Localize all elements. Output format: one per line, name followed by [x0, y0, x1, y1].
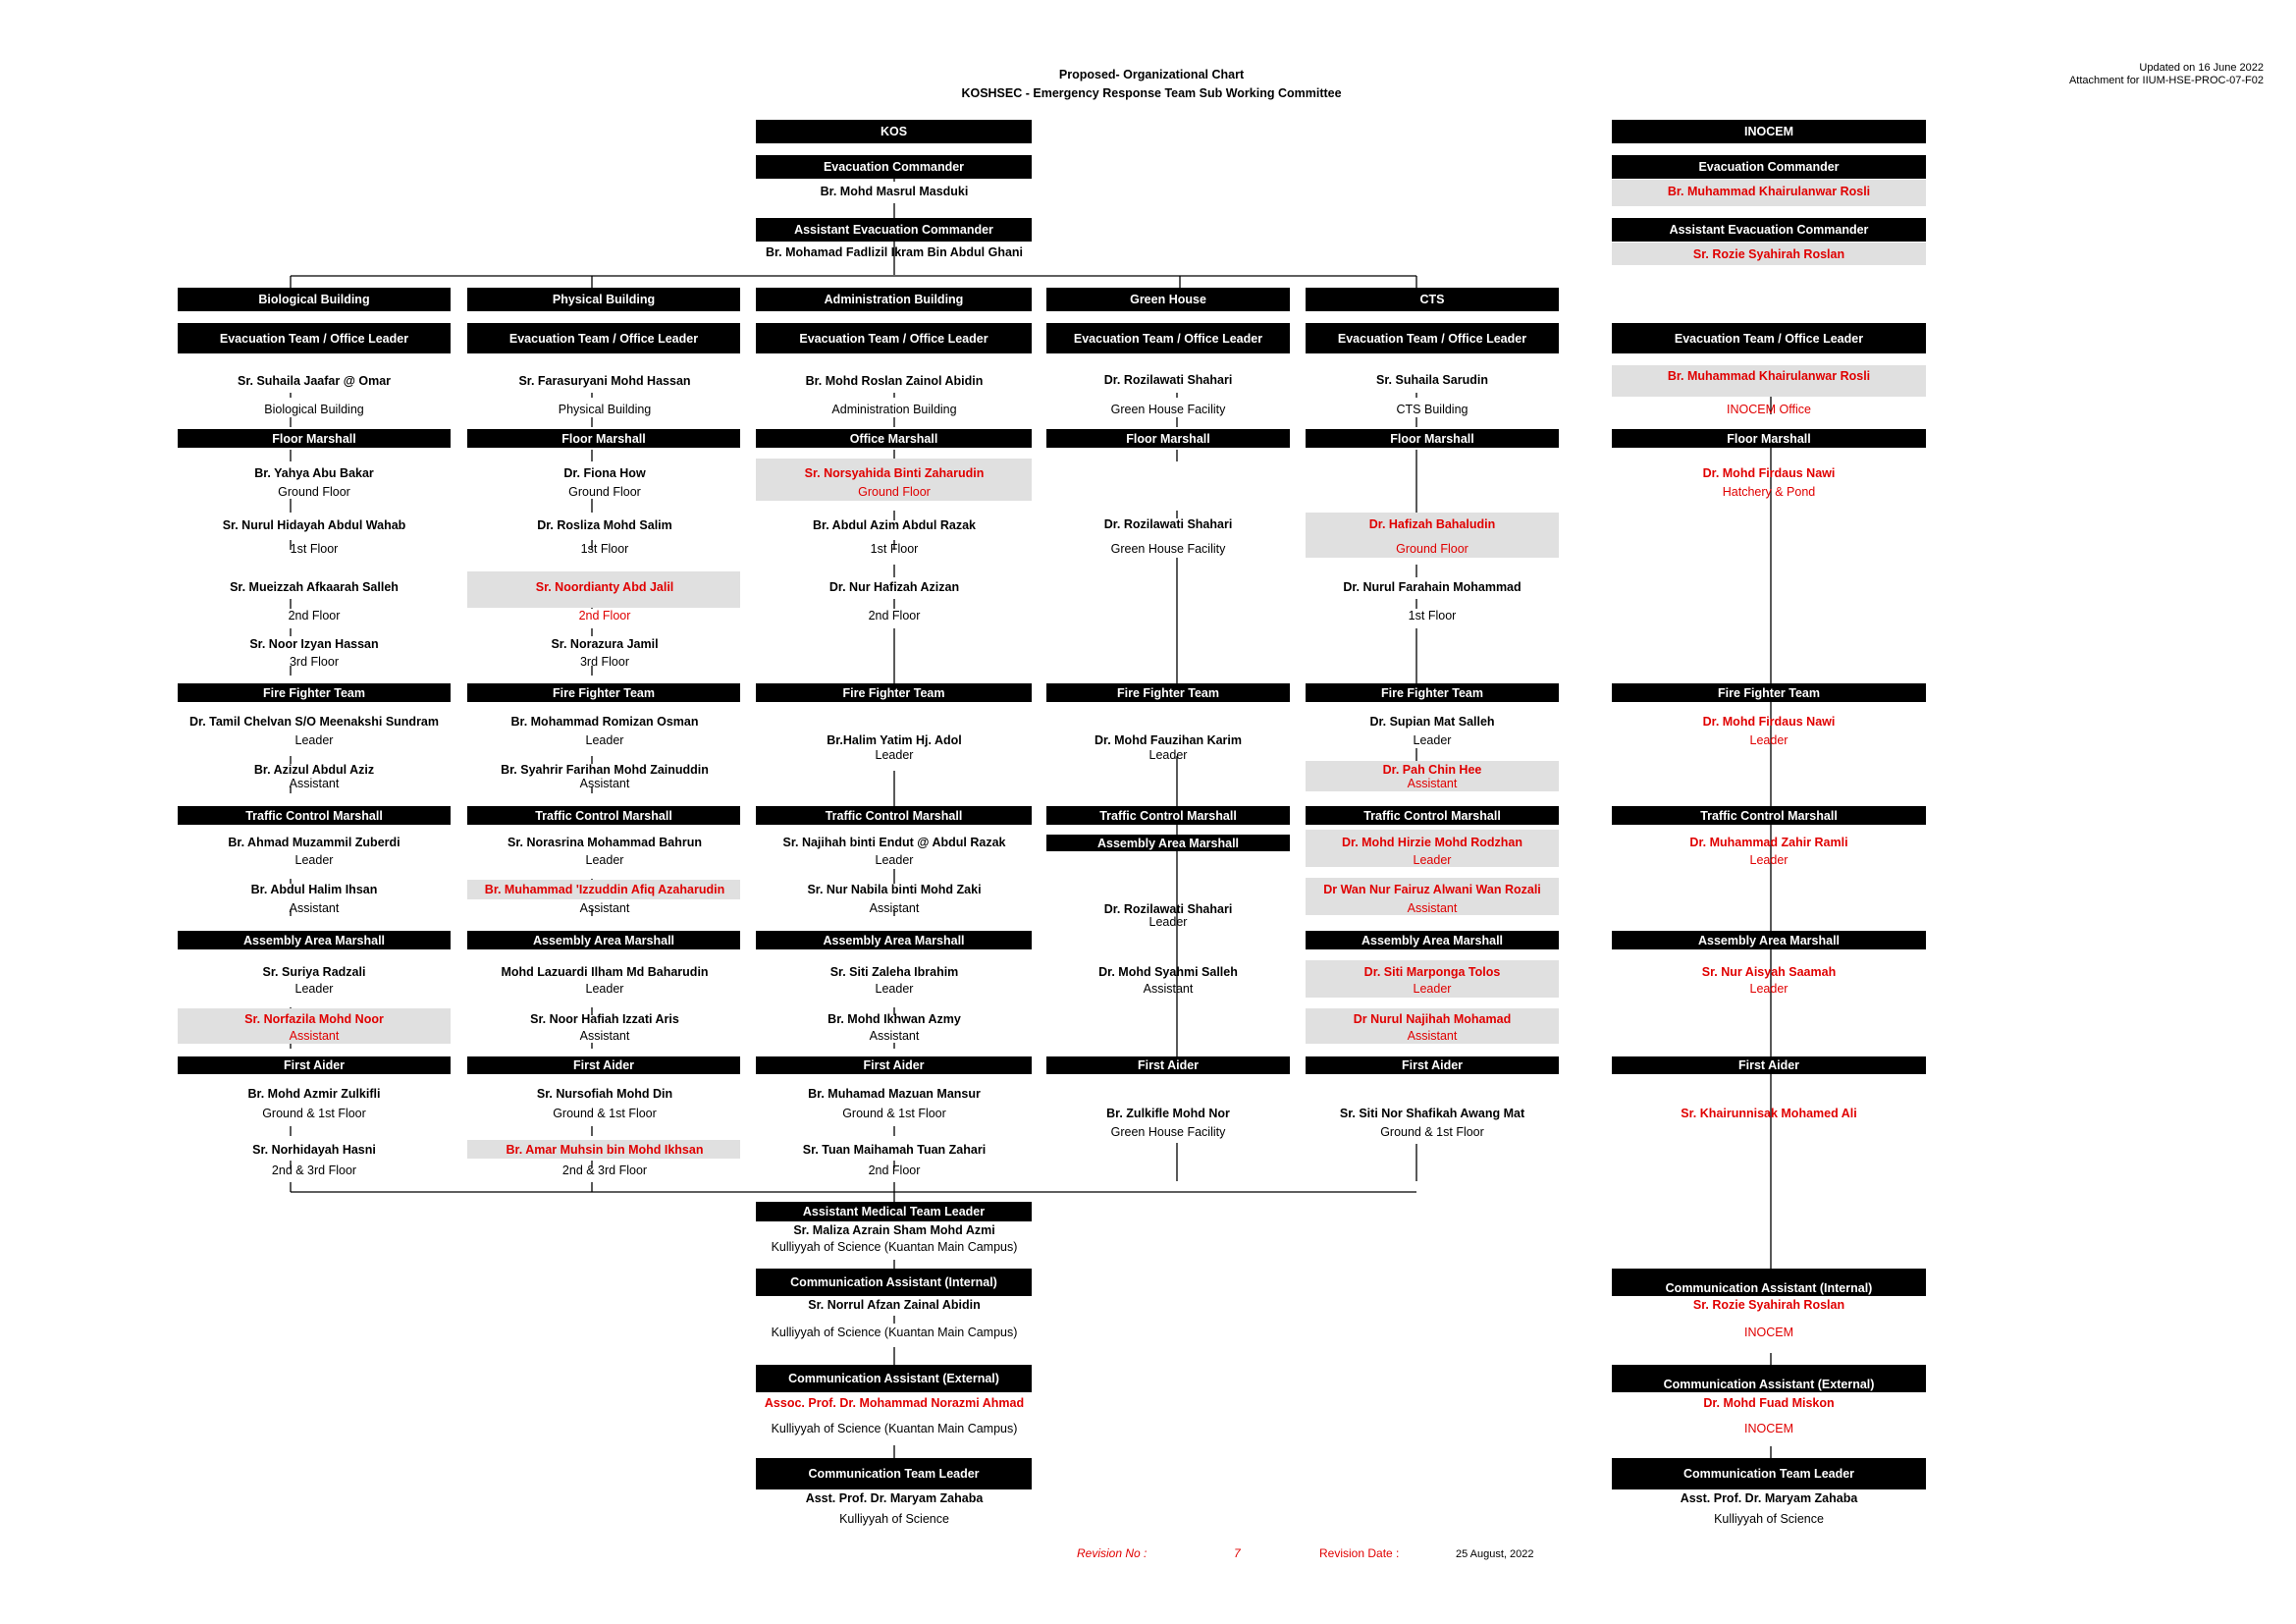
- cts-aider-1-sub: Ground & 1st Floor: [1380, 1125, 1484, 1139]
- phy-fire-2-sub: Assistant: [579, 777, 630, 790]
- inocem-traffic-header: Traffic Control Marshall: [1612, 806, 1926, 825]
- bio-floor-2-name: Sr. Nurul Hidayah Abdul Wahab: [222, 518, 406, 532]
- phy-assembly-1-name: Mohd Lazuardi Ilham Md Baharudin: [501, 965, 709, 979]
- adm-assembly-2-name: Br. Mohd Ikhwan Azmy: [828, 1012, 961, 1026]
- cts-fire-2-name: Dr. Pah Chin Hee: [1382, 763, 1482, 777]
- cts-traffic-1-name: Dr. Mohd Hirzie Mohd Rodzhan: [1341, 836, 1523, 849]
- phy-floor-4-sub: 3rd Floor: [579, 655, 630, 669]
- phy-leader-sub: Physical Building: [558, 403, 652, 416]
- updated-date: Updated on 16 June 2022: [2139, 62, 2264, 74]
- medical-team-sub: Kulliyyah of Science (Kuantan Main Campus): [771, 1240, 1018, 1254]
- inocem-comm-lead-name: Asst. Prof. Dr. Maryam Zahaba: [1680, 1491, 1858, 1505]
- inocem-assembly-sub: Leader: [1749, 982, 1789, 996]
- adm-traffic-1-name: Sr. Najihah binti Endut @ Abdul Razak: [782, 836, 1006, 849]
- inocem-floor-name: Dr. Mohd Firdaus Nawi: [1702, 466, 1836, 480]
- inocem-assembly-header: Assembly Area Marshall: [1612, 931, 1926, 949]
- adm-aider-header: First Aider: [756, 1056, 1032, 1074]
- revision-no-value: 7: [1234, 1546, 1241, 1560]
- grn-fire-header: Fire Fighter Team: [1046, 683, 1290, 702]
- phy-leader-header: Evacuation Team / Office Leader: [467, 323, 740, 353]
- bio-traffic-2-sub: Assistant: [289, 901, 340, 915]
- phy-assembly-2-sub: Assistant: [579, 1029, 630, 1043]
- bio-aider-header: First Aider: [178, 1056, 451, 1074]
- bio-floor-1-sub: Ground Floor: [278, 485, 350, 499]
- bio-floor-header: Floor Marshall: [178, 429, 451, 448]
- cts-fire-1-name: Dr. Supian Mat Salleh: [1369, 715, 1495, 729]
- phy-fire-1-sub: Leader: [585, 733, 624, 747]
- inocem-comm-int-sub: INOCEM: [1744, 1326, 1793, 1339]
- adm-aider-2-name: Sr. Tuan Maihamah Tuan Zahari: [802, 1143, 987, 1157]
- cts-fire-1-sub: Leader: [1413, 733, 1452, 747]
- adm-fire-1-name: Br.Halim Yatim Hj. Adol: [827, 733, 962, 747]
- cts-assembly-header: Assembly Area Marshall: [1306, 931, 1559, 949]
- cts-fire-2-sub: Assistant: [1407, 777, 1458, 790]
- phy-assembly-2-name: Sr. Noor Hafiah Izzati Aris: [530, 1012, 679, 1026]
- bio-traffic-1-sub: Leader: [294, 853, 334, 867]
- bio-assembly-1-name: Sr. Suriya Radzali: [262, 965, 366, 979]
- kos-header: KOS: [756, 120, 1032, 143]
- adm-floor-2-name: Br. Abdul Azim Abdul Razak: [813, 518, 976, 532]
- inocem-assembly-name: Sr. Nur Aisyah Saamah: [1701, 965, 1837, 979]
- phy-fire-header: Fire Fighter Team: [467, 683, 740, 702]
- kos-evac-commander-header: Evacuation Commander: [756, 155, 1032, 179]
- phy-floor-2-name: Dr. Rosliza Mohd Salim: [537, 518, 672, 532]
- inocem-fire-sub: Leader: [1749, 733, 1789, 747]
- phy-traffic-2-sub: Assistant: [579, 901, 630, 915]
- inocem-floor-sub: Hatchery & Pond: [1722, 485, 1816, 499]
- revision-date-value: 25 August, 2022: [1456, 1548, 1534, 1560]
- inocem-aider-name: Sr. Khairunnisak Mohamed Ali: [1681, 1107, 1857, 1120]
- cts-assembly-1-name: Dr. Siti Marponga Tolos: [1363, 965, 1501, 979]
- chart-subtitle: KOSHSEC - Emergency Response Team Sub Working Committee: [961, 86, 1342, 100]
- cts-floor-1-sub: Ground Floor: [1396, 542, 1468, 556]
- grn-floor-header: Floor Marshall: [1046, 429, 1290, 448]
- cts-leader-header: Evacuation Team / Office Leader: [1306, 323, 1559, 353]
- kos-evac-commander-name: Br. Mohd Masrul Masduki: [820, 185, 969, 198]
- phy-traffic-header: Traffic Control Marshall: [467, 806, 740, 825]
- kos-comm-ext-sub: Kulliyyah of Science (Kuantan Main Campus): [771, 1422, 1018, 1435]
- inocem-asst-evac-commander-header: Assistant Evacuation Commander: [1612, 218, 1926, 242]
- bio-leader-sub: Biological Building: [264, 403, 364, 416]
- grn-assembly-2-name: Dr. Mohd Syahmi Salleh: [1098, 965, 1238, 979]
- bio-floor-2-sub: 1st Floor: [290, 542, 339, 556]
- bio-aider-1-name: Br. Mohd Azmir Zulkifli: [247, 1087, 381, 1101]
- grn-aider-header: First Aider: [1046, 1056, 1290, 1074]
- inocem-evac-commander-name: Br. Muhammad Khairulanwar Rosli: [1667, 185, 1871, 198]
- cts-assembly-2-sub: Assistant: [1407, 1029, 1458, 1043]
- grn-leader-header: Evacuation Team / Office Leader: [1046, 323, 1290, 353]
- inocem-comm-int-name: Sr. Rozie Syahirah Roslan: [1692, 1298, 1845, 1312]
- inocem-leader-sub: INOCEM Office: [1727, 403, 1811, 416]
- bio-traffic-2-name: Br. Abdul Halim Ihsan: [250, 883, 378, 896]
- medical-team-header: Assistant Medical Team Leader: [756, 1202, 1032, 1221]
- adm-traffic-header: Traffic Control Marshall: [756, 806, 1032, 825]
- grn-floor-1-sub: Green House Facility: [1110, 542, 1226, 556]
- adm-assembly-1-name: Sr. Siti Zaleha Ibrahim: [829, 965, 959, 979]
- bio-building-header: Biological Building: [178, 288, 451, 311]
- cts-assembly-2-name: Dr Nurul Najihah Mohamad: [1353, 1012, 1512, 1026]
- adm-fire-header: Fire Fighter Team: [756, 683, 1032, 702]
- cts-traffic-2-sub: Assistant: [1407, 901, 1458, 915]
- bio-fire-2-sub: Assistant: [289, 777, 340, 790]
- adm-building-header: Administration Building: [756, 288, 1032, 311]
- bio-assembly-header: Assembly Area Marshall: [178, 931, 451, 949]
- cts-floor-header: Floor Marshall: [1306, 429, 1559, 448]
- phy-aider-2-name: Br. Amar Muhsin bin Mohd Ikhsan: [506, 1143, 704, 1157]
- adm-aider-1-name: Br. Muhamad Mazuan Mansur: [808, 1087, 981, 1101]
- adm-floor-1-name: Sr. Norsyahida Binti Zaharudin: [804, 466, 985, 480]
- bio-assembly-2-name: Sr. Norfazila Mohd Noor: [244, 1012, 384, 1026]
- adm-assembly-header: Assembly Area Marshall: [756, 931, 1032, 949]
- phy-traffic-2-name: Br. Muhammad 'Izzuddin Afiq Azaharudin: [484, 883, 725, 896]
- inocem-traffic-sub: Leader: [1749, 853, 1789, 867]
- medical-team-name: Sr. Maliza Azrain Sham Mohd Azmi: [793, 1223, 995, 1237]
- phy-aider-2-sub: 2nd & 3rd Floor: [561, 1164, 648, 1177]
- inocem-asst-evac-commander-name: Sr. Rozie Syahirah Roslan: [1692, 247, 1845, 261]
- cts-traffic-header: Traffic Control Marshall: [1306, 806, 1559, 825]
- bio-aider-2-name: Sr. Norhidayah Hasni: [252, 1143, 376, 1157]
- phy-traffic-1-sub: Leader: [585, 853, 624, 867]
- inocem-leader-name: Br. Muhammad Khairulanwar Rosli: [1667, 369, 1871, 383]
- phy-traffic-1-name: Sr. Norasrina Mohammad Bahrun: [507, 836, 702, 849]
- phy-assembly-header: Assembly Area Marshall: [467, 931, 740, 949]
- phy-aider-header: First Aider: [467, 1056, 740, 1074]
- adm-fire-1-sub: Leader: [875, 748, 914, 762]
- bio-assembly-1-sub: Leader: [294, 982, 334, 996]
- kos-comm-lead-header: Communication Team Leader: [756, 1458, 1032, 1489]
- bio-traffic-header: Traffic Control Marshall: [178, 806, 451, 825]
- grn-fire-1-sub: Leader: [1148, 748, 1188, 762]
- adm-floor-header: Office Marshall: [756, 429, 1032, 448]
- bio-fire-2-name: Br. Azizul Abdul Aziz: [253, 763, 375, 777]
- inocem-comm-lead-sub: Kulliyyah of Science: [1714, 1512, 1824, 1526]
- cts-leader-sub: CTS Building: [1396, 403, 1468, 416]
- inocem-comm-ext-sub: INOCEM: [1744, 1422, 1793, 1435]
- bio-fire-1-sub: Leader: [294, 733, 334, 747]
- phy-aider-1-name: Sr. Nursofiah Mohd Din: [536, 1087, 673, 1101]
- bio-floor-4-sub: 3rd Floor: [289, 655, 340, 669]
- phy-aider-1-sub: Ground & 1st Floor: [553, 1107, 657, 1120]
- grn-traffic-header: Traffic Control Marshall: [1046, 806, 1290, 825]
- bio-floor-3-name: Sr. Mueizzah Afkaarah Salleh: [230, 580, 399, 594]
- cts-fire-header: Fire Fighter Team: [1306, 683, 1559, 702]
- inocem-comm-ext-name: Dr. Mohd Fuad Miskon: [1703, 1396, 1835, 1410]
- adm-assembly-2-sub: Assistant: [869, 1029, 920, 1043]
- grn-assembly-header: Assembly Area Marshall: [1046, 835, 1290, 851]
- phy-floor-1-name: Dr. Fiona How: [563, 466, 646, 480]
- grn-leader-name: Dr. Rozilawati Shahari: [1103, 373, 1233, 387]
- bio-floor-3-sub: 2nd Floor: [288, 609, 341, 623]
- bio-fire-header: Fire Fighter Team: [178, 683, 451, 702]
- adm-aider-1-sub: Ground & 1st Floor: [842, 1107, 946, 1120]
- kos-comm-int-sub: Kulliyyah of Science (Kuantan Main Campus): [771, 1326, 1018, 1339]
- grn-assembly-1-name: Dr. Rozilawati Shahari: [1103, 902, 1233, 916]
- bio-aider-1-sub: Ground & 1st Floor: [262, 1107, 366, 1120]
- cts-traffic-1-sub: Leader: [1413, 853, 1452, 867]
- phy-assembly-1-sub: Leader: [585, 982, 624, 996]
- phy-building-header: Physical Building: [467, 288, 740, 311]
- cts-header: CTS: [1306, 288, 1559, 311]
- kos-comm-lead-sub: Kulliyyah of Science: [839, 1512, 949, 1526]
- grn-assembly-2-sub: Assistant: [1143, 982, 1194, 996]
- kos-comm-ext-header: Communication Assistant (External): [756, 1365, 1032, 1392]
- kos-asst-evac-commander-name: Br. Mohamad Fadlizil Ikram Bin Abdul Ghani: [765, 245, 1024, 259]
- adm-floor-1-sub: Ground Floor: [858, 485, 931, 499]
- phy-floor-header: Floor Marshall: [467, 429, 740, 448]
- adm-aider-2-sub: 2nd Floor: [868, 1164, 921, 1177]
- inocem-traffic-name: Dr. Muhammad Zahir Ramli: [1689, 836, 1848, 849]
- kos-comm-ext-name: Assoc. Prof. Dr. Mohammad Norazmi Ahmad: [764, 1396, 1025, 1410]
- phy-fire-1-name: Br. Mohammad Romizan Osman: [510, 715, 699, 729]
- cts-leader-name: Sr. Suhaila Sarudin: [1376, 373, 1488, 387]
- inocem-fire-header: Fire Fighter Team: [1612, 683, 1926, 702]
- grn-aider-1-sub: Green House Facility: [1110, 1125, 1226, 1139]
- grn-aider-1-name: Br. Zulkifle Mohd Nor: [1106, 1107, 1230, 1120]
- bio-leader-header: Evacuation Team / Office Leader: [178, 323, 451, 353]
- inocem-comm-int-header: Communication Assistant (Internal): [1612, 1269, 1926, 1296]
- kos-asst-evac-commander-header: Assistant Evacuation Commander: [756, 218, 1032, 242]
- grn-floor-1-name: Dr. Rozilawati Shahari: [1103, 517, 1233, 531]
- bio-floor-4-name: Sr. Noor Izyan Hassan: [249, 637, 379, 651]
- phy-floor-1-sub: Ground Floor: [568, 485, 641, 499]
- revision-date-label: Revision Date :: [1319, 1546, 1400, 1560]
- phy-fire-2-name: Br. Syahrir Farihan Mohd Zainuddin: [501, 763, 709, 777]
- phy-floor-3-sub: 2nd Floor: [578, 609, 631, 623]
- cts-floor-2-sub: 1st Floor: [1408, 609, 1457, 623]
- phy-leader-name: Sr. Farasuryani Mohd Hassan: [518, 374, 691, 388]
- adm-traffic-2-sub: Assistant: [869, 901, 920, 915]
- cts-traffic-2-name: Dr Wan Nur Fairuz Alwani Wan Rozali: [1323, 883, 1541, 896]
- adm-leader-sub: Administration Building: [831, 403, 957, 416]
- kos-comm-int-header: Communication Assistant (Internal): [756, 1269, 1032, 1296]
- inocem-fire-name: Dr. Mohd Firdaus Nawi: [1702, 715, 1836, 729]
- adm-assembly-1-sub: Leader: [875, 982, 914, 996]
- inocem-comm-ext-header: Communication Assistant (External): [1612, 1365, 1926, 1392]
- adm-traffic-2-name: Sr. Nur Nabila binti Mohd Zaki: [807, 883, 982, 896]
- bio-floor-1-name: Br. Yahya Abu Bakar: [254, 466, 374, 480]
- chart-title: Proposed- Organizational Chart: [1058, 68, 1245, 81]
- adm-floor-3-name: Dr. Nur Hafizah Azizan: [828, 580, 960, 594]
- inocem-aider-header: First Aider: [1612, 1056, 1926, 1074]
- bio-leader-name: Sr. Suhaila Jaafar @ Omar: [237, 374, 392, 388]
- kos-comm-lead-name: Asst. Prof. Dr. Maryam Zahaba: [805, 1491, 984, 1505]
- bio-aider-2-sub: 2nd & 3rd Floor: [271, 1164, 357, 1177]
- inocem-leader-header: Evacuation Team / Office Leader: [1612, 323, 1926, 353]
- bio-fire-1-name: Dr. Tamil Chelvan S/O Meenakshi Sundram: [188, 715, 440, 729]
- adm-leader-header: Evacuation Team / Office Leader: [756, 323, 1032, 353]
- cts-assembly-1-sub: Leader: [1413, 982, 1452, 996]
- adm-traffic-1-sub: Leader: [875, 853, 914, 867]
- cts-floor-1-name: Dr. Hafizah Bahaludin: [1368, 517, 1496, 531]
- bio-traffic-1-name: Br. Ahmad Muzammil Zuberdi: [228, 836, 400, 849]
- adm-leader-name: Br. Mohd Roslan Zainol Abidin: [805, 374, 984, 388]
- grn-leader-sub: Green House Facility: [1110, 403, 1226, 416]
- attachment-ref: Attachment for IIUM-HSE-PROC-07-F02: [2068, 75, 2264, 86]
- green-house-header: Green House: [1046, 288, 1290, 311]
- kos-comm-int-name: Sr. Norrul Afzan Zainal Abidin: [808, 1298, 981, 1312]
- phy-floor-3-name: Sr. Noordianty Abd Jalil: [535, 580, 674, 594]
- bio-assembly-2-sub: Assistant: [289, 1029, 340, 1043]
- inocem-header: INOCEM: [1612, 120, 1926, 143]
- cts-floor-2-name: Dr. Nurul Farahain Mohammad: [1343, 580, 1522, 594]
- inocem-comm-lead-header: Communication Team Leader: [1612, 1458, 1926, 1489]
- cts-aider-header: First Aider: [1306, 1056, 1559, 1074]
- cts-aider-1-name: Sr. Siti Nor Shafikah Awang Mat: [1339, 1107, 1525, 1120]
- phy-floor-2-sub: 1st Floor: [580, 542, 629, 556]
- grn-fire-1-name: Dr. Mohd Fauzihan Karim: [1094, 733, 1243, 747]
- phy-floor-4-name: Sr. Norazura Jamil: [551, 637, 659, 651]
- revision-no-label: Revision No :: [1077, 1546, 1148, 1560]
- inocem-floor-header: Floor Marshall: [1612, 429, 1926, 448]
- inocem-evac-commander-header: Evacuation Commander: [1612, 155, 1926, 179]
- adm-floor-3-sub: 2nd Floor: [868, 609, 921, 623]
- grn-assembly-1-sub: Leader: [1148, 915, 1188, 929]
- adm-floor-2-sub: 1st Floor: [870, 542, 919, 556]
